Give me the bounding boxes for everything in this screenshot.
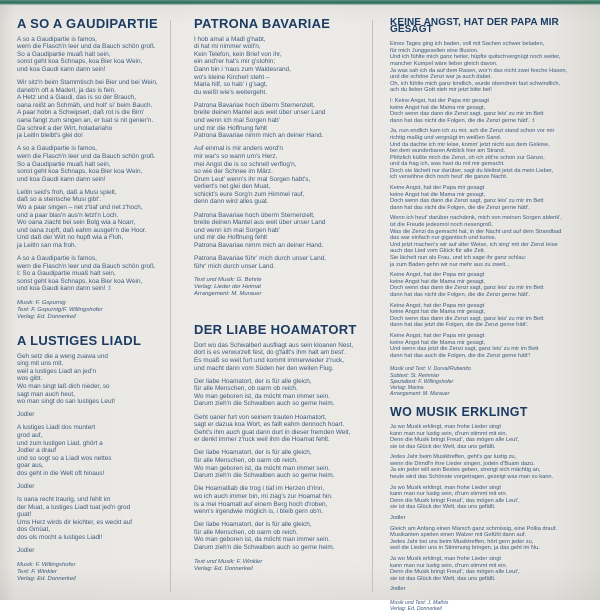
song-title: DER LIABE HOAMATORT (194, 322, 357, 338)
lyric-line: Geh setz die a weng zuawa und (17, 352, 108, 360)
lyric-line: sie ist das Glück der Welt, das uns gefällt. (390, 504, 496, 511)
lyric-line: und macht dann vom Süden her den weiten Flug. (194, 364, 334, 372)
lyric-line: I: So a Gaudipartie muaß halt sein, (17, 270, 116, 278)
lyric-line: Auf einmal is mir anders word'n (194, 145, 283, 153)
lyric-line: Wo oana ziacht bei sein Bolg wia a Noarr, (17, 219, 136, 227)
lyric-line: breite deinen Mantel aus weit über unser Land (194, 109, 326, 117)
lyric-line: Wo man geboren ist, da möcht man immer sein. (194, 464, 330, 472)
lyric-line: dos Gmüat, (17, 526, 51, 534)
lyric-line: du weißt wie's weitergeht. (194, 88, 267, 96)
lyric-line: Maria hilf, so hab' i g'sagt, (194, 81, 268, 89)
lyric-line: Darum zieh'n die Schwalben auch so gerne heim. (194, 400, 335, 408)
lyric-line: keine Angst hat die Mama mir gesagt, (390, 278, 486, 285)
lyric-line: dos ols mocht a lustiges Liadl! (17, 534, 103, 542)
lyric-line: Ja wo Musik erklingt, man frohe Lieder singt (390, 556, 501, 563)
lyric-line: ja zum Baden gehn wir nur mehr aus zu zweit... (390, 261, 510, 268)
lyric-line: Da schreit a der Wirt, holadariaho (17, 124, 113, 132)
lyric-line: mei Angst die is so schnell verflog'n, (194, 160, 297, 168)
stanza (17, 483, 169, 491)
credit-line: Arrangement: M. Murauer (390, 391, 450, 398)
lyric-line: sonst geht koa Schnaps, koa Bier koa Wein, (17, 277, 143, 285)
stanza (194, 255, 370, 270)
lyric-line: keine Angst hat die Mama mir gesagt, (390, 309, 486, 316)
lyric-line: Keine Angst, hat der Papa mir gesagt (390, 272, 485, 279)
lyric-line: kann man nur lustig sein, d'rum stimmt mit ein. (390, 491, 508, 498)
lyric-line: und koa Gaudi kann dann sein! (17, 65, 106, 73)
stanza (390, 333, 594, 359)
lyric-line: wern die Flasch'n leer und da Bauch schön groß. (17, 152, 156, 160)
credit-line: Verlag: Lieder der Heimat (194, 284, 261, 291)
stanza (390, 185, 594, 211)
lyric-line: und mir die Hoffnung fehlt (194, 124, 268, 132)
stanza (17, 145, 169, 183)
lyric-line: Gleich am Anfang einen Marsch ganz schmissig, eine Polka drauf. (390, 525, 557, 532)
credit-line: Musik und Text: V. Durval/Rubenito (390, 366, 471, 373)
credit-line: Verlag: Ed. Donnerkeil (17, 314, 76, 320)
stanza (17, 547, 169, 555)
stanza (390, 41, 594, 94)
lyric-line: Jedes Jahr beim Musiktreffen, geht's gar lustig zu, (390, 454, 517, 461)
lyric-line: Geht oaner furt von seinem trauten Hoamatort, (194, 413, 327, 421)
stanza (194, 521, 370, 551)
lyric-line: für alle Menschen, ob oarm ob reich. (194, 457, 298, 465)
stanza (17, 496, 169, 542)
credit-line: Verlag: Ed. Donnerkeil (194, 565, 253, 572)
lyric-line: goar aus, (17, 462, 44, 470)
lyric-line: Denn die Musik bringt Freud', das mögen alle Leut', (390, 497, 520, 504)
lyric-line: Der liabe Hoamatort, der is für alle gleich, (194, 521, 312, 529)
lyric-line: Dort wo das Schwalberl ausfliagt aus sein kloanen Nest, (194, 341, 354, 349)
lyric-line: A lustiges Liadl dos muntert (17, 424, 96, 432)
lyric-line: und mir die Hoffnung fehlt (194, 234, 268, 242)
song-lyrics (17, 353, 169, 555)
lyric-line: Wo a paar singen – net z'tiaf und net z'hoch, (17, 203, 143, 211)
lyric-line: breite deinen Mantel aus weit über unser Land (194, 219, 326, 227)
lyric-line: wern die Flasch'n leer und da Bauch schön groß. (17, 262, 156, 270)
stanza (194, 145, 370, 206)
song-title: WO MUSIK ERKLINGT (390, 405, 528, 420)
lyric-line: und die schöne Zenzi war ja auch dabei. (390, 74, 492, 81)
stanza (390, 272, 594, 298)
lyric-line: bei dem wunderbaren Anblick hier am Strand. (390, 148, 506, 155)
cover-top-edge (0, 0, 600, 5)
lyric-line: und zum lustigen Liad, ghört a (17, 439, 103, 447)
lyric-line: Dann bin i 'naus zum Waldesrand, (194, 65, 291, 73)
lyric-line: der Muat, a lustiges Liadl tuat jed'n grod (17, 503, 131, 511)
lyric-line: Die Hoamatliab die trog i tiaf im Herzen d'rinn, (194, 485, 325, 493)
lyric-line: schickt's eure Sorg'n zum Himmel rauf, (194, 190, 305, 198)
lyric-line: So a Gaudipartie muaß halt sein, (17, 160, 111, 168)
lyric-line: A Hetz und a Gaudi, das is so der Brauch, (17, 94, 137, 102)
song-lyrics (194, 36, 370, 271)
stanza (194, 449, 370, 479)
lyric-line: Ja, nun endlich kam ich zu mir, ach die Zenzi stand schon vor mir (390, 128, 555, 135)
credit-line: Arrangement: M. Murauer (194, 291, 262, 298)
lyric-line: Jodler (17, 547, 35, 555)
stanza (194, 378, 370, 408)
song-credits (194, 559, 370, 573)
lyric-line: wern die Flasch'n leer und da Bauch schön groß. (17, 43, 156, 51)
lyric-line: keine Angst hat die Mama mir gesagt, (390, 104, 486, 111)
lyric-line: So a Gaudipartie muaß halt sein, (17, 50, 111, 58)
lyric-line: und wenn ich mal Sorgen hab' (194, 117, 280, 125)
lyric-line: keine Angst hat die Mama mir gesagt, (390, 191, 486, 198)
stanza (194, 342, 370, 372)
song-section-keine-angst (390, 17, 594, 398)
stanza (17, 79, 169, 140)
lyric-line: dos geht in die Welt oft hinaus! (17, 469, 105, 477)
lyric-line: sing mit uns mit, (17, 360, 64, 368)
stanza (390, 424, 594, 450)
lyric-line: Geht's ihm auch guat dann durt in dieser fremden Welt, (194, 428, 351, 436)
column-divider-right (372, 20, 373, 592)
lyric-line: ich verwöhne dich noch heut' die ganze Nacht. (390, 174, 508, 181)
stanza (194, 485, 370, 515)
stanza (390, 303, 594, 329)
stanza (194, 414, 370, 444)
lyric-line: dann hat das jetzt die Folgen, die die Zenzi gerne hätt'. (390, 322, 529, 329)
lyric-line: Patrona Bavariae hoch überm Sternenzelt, (194, 101, 315, 109)
lyric-line: Darum zieh'n die Schwalben auch so gerne heim. (194, 472, 335, 480)
lyric-line: keine Angst hat die Mama mir gesagt, (390, 339, 486, 346)
lyric-line: Is oana recht traurig, und fehlt im (17, 496, 111, 504)
lyric-line: Leitln seid's froh, daß a Musi spielt, (17, 188, 117, 196)
lyric-line: Doch sie lächelt nur darüber, sagt du bleibst jetzt da mein Lieber, (390, 167, 554, 174)
lyric-line: sonst geht koa Schnaps, koa Bier koa Wein, (17, 168, 143, 176)
lyric-line: Patrona Bavariae nimm mich an deiner Hand. (194, 241, 324, 249)
song-lyrics (390, 424, 594, 593)
song-title: KEINE ANGST, HAT DER PAPA MIR GESAGT (390, 17, 559, 35)
lyric-line: und da frag ich, was hast du mit mir gemacht. (390, 161, 505, 168)
lyric-line: Wo man geboren ist, da möcht man immer sein. (194, 392, 330, 400)
stanza (390, 526, 594, 552)
lyric-line: Patrona Bavariae nimm mich an deiner Hand. (194, 132, 324, 140)
stanza (390, 586, 594, 593)
lyric-line: er denkt immer z'ruck weil ihm die Hoamat fehlt. (194, 436, 330, 444)
lyric-line: Wo man singt laß dich nieder, so (17, 382, 110, 390)
lyric-line: ein and'rer hat's mir g'stohln; (194, 58, 276, 66)
lyric-line: Was die Zenzi da gemacht hat, in der Nacht und auf dem Strandbad (390, 228, 562, 235)
stanza (390, 454, 594, 480)
lyric-line: für alle Menschen, ob oarm ob reich. (194, 528, 298, 536)
stanza (390, 128, 594, 181)
lyric-line: für alle Menschen, ob oarm ob reich. (194, 385, 298, 393)
column-divider-left (170, 20, 171, 592)
lyric-line: mir war's so warm um's Herz, (194, 152, 278, 160)
lyric-line: Doch wenn das dann die Zenzi sagt, ganz leis' zu mir im Bett (390, 111, 544, 118)
lyric-line: dann hat das nicht die Folgen, die die Zenzi gerne hätt'. (390, 291, 530, 298)
lyric-line: Jodler (17, 411, 35, 419)
song-title: PATRONA BAVARIAE (194, 16, 331, 31)
lyric-line: Wo man geboren ist, da möcht man immer sein. (194, 536, 330, 544)
lyric-line: und wenn ich mal Sorgen hab' (194, 226, 280, 234)
song-credits (194, 277, 370, 298)
lyric-line: wo's kleine Kircherl steht – (194, 73, 270, 81)
lyric-line: sie ist das Glück der Welt, das uns gefällt. (390, 443, 496, 450)
lyric-line: dann hat das nicht die Folgen, die die Zenzi gerne hätt'. (390, 204, 530, 211)
lyric-line: Sie lächelt nun als Frau, und ich sage ihr ganz schlau: (390, 255, 527, 261)
song-section-patrona-bavariae (194, 16, 370, 298)
lyric-line: Drum Leut' wenn's ihr mal Sorgen habt's, (194, 175, 311, 183)
lyric-line: weil a lustiges Liadl an jed'n (17, 367, 97, 375)
lyrics-column-left (17, 16, 169, 583)
lyric-line: und koa Gaudi kann dann sein! :I (17, 285, 111, 293)
stanza (390, 98, 594, 124)
lyric-line: Doch wenn das dann die Zenzi sagt, ganz leis' zu mir im Bett (390, 285, 544, 292)
lyric-line: ja Leitln san ma froh. (17, 241, 77, 249)
lyric-line: A so a Gaudipartie is famos, (17, 35, 97, 43)
lyric-line: Ja was sah ich da auf dem Rasen, wor'n das nicht zwei fesche Hasen, (390, 67, 568, 74)
lyric-line: sie ist das Glück der Welt, das uns gefällt. (390, 575, 496, 582)
song-section-wo-musik-erklingt (390, 405, 594, 612)
song-lyrics (194, 342, 370, 552)
lyric-line: grod auf, (17, 431, 43, 439)
lyric-line: Jodler (390, 515, 406, 522)
lyric-line: Ja wo Musik erklingt, man frohe Lieder singt (390, 484, 501, 491)
lyric-line: und so sogt so a Liadl wos nettes (17, 454, 112, 462)
lyric-line: sagt man auch heut, (17, 390, 75, 398)
stanza (17, 424, 169, 477)
lyric-line: Der liabe Hoamatort, der is für alle gleich, (194, 449, 312, 457)
lyric-line: und oana zupft, daß eahm ausgeh'n die Hoor. (17, 226, 147, 234)
lyric-line: Jodler a drauf (17, 447, 57, 455)
lyric-line: und a paar blas'n aus'n letzt'n Loch. (17, 211, 119, 219)
lyric-line: Wir sitz'n beim Stammtisch bei Bier und bei Wein, (17, 79, 158, 87)
song-title: A SO A GAUDIPARTIE (17, 16, 158, 31)
lyric-line: di hat mi nimmer woll'n, (194, 43, 261, 51)
lyric-line: sonst geht koa Schnaps, koa Bier koa Wein, (17, 58, 143, 66)
lyric-line: I: Keine Angst, hat der Papa mir gesagt (390, 97, 489, 104)
lyric-line: Und ich fühlte mich ganz heiter, hüpfte quitschvergnügt noch weiter, (390, 54, 561, 61)
lyric-line: mancher Kumpel wäre lieber gleich davon. (390, 60, 498, 67)
lyric-line: kann man nur lustig sein, d'rum stimmt mit ein. (390, 430, 508, 437)
lyric-line: Und jetzt machen's wir auf alter Weise, ich sing' mit der Zenzi leise (390, 241, 558, 248)
lyric-line: für mich Junggesellen eine Illusion. (390, 47, 479, 54)
lyric-line: Ums Herz wirds dir leichter, es weckt auf (17, 518, 133, 526)
lyric-line: guat! (17, 511, 32, 519)
lyric-line: und koa Gaudi kann dann sein! (17, 175, 106, 183)
lyric-line: wos gibt. (17, 375, 43, 383)
stanza (17, 36, 169, 74)
lyric-line: Kein Telefon, kein Brief von ihr, (194, 50, 282, 58)
lyric-line: richtig maßig und vergnügt im weißen Sand. (390, 134, 502, 141)
lyric-line: dann hat das nicht die Folgen, die die Zenzi gerne hätt'. :I (390, 117, 535, 124)
lyric-line: ja Leitln bleibt's glei do! (17, 132, 83, 140)
lyric-line: A paar hobn a Schwipserl, daß rot is die Birn' (17, 109, 145, 117)
lyric-line: wo man singt do san lustiges Leut! (17, 398, 116, 406)
credit-line: Subtext: St. Remmiar (390, 372, 440, 379)
lyric-line: Musikanten spielen einen Walzer mit Gefühl dann auf. (390, 532, 527, 539)
lyric-line: Doch wenn das dann die Zenzi sagt, ganz leis' zu mir im Bett (390, 198, 544, 205)
credit-line: Verlag: Marina (390, 384, 424, 391)
stanza (17, 353, 169, 406)
lyric-line: Patrona Bavariae hoch überm Sternenzelt, (194, 211, 315, 219)
stanza (390, 485, 594, 511)
credit-line: Musik: F. Willingshofer (17, 561, 76, 568)
credit-line: Spezialtext: F. Willingshofer (390, 378, 454, 385)
lyric-line: Jodler (390, 586, 406, 593)
lyric-line: daneb'n oft a Maderl, ja das is fein. (17, 86, 116, 94)
credit-line: Musik: F. Gspurnig (17, 300, 66, 306)
lyric-line: A so a Gaudipartie is famos, (17, 255, 97, 263)
stanza (17, 189, 169, 250)
lyric-line: Der liabe Hoamatort, der is für alle gleich, (194, 377, 312, 385)
lyric-line: daß so a steirische Musi gibt'. (17, 196, 101, 204)
lyric-line: Es muaß so weit furt und kommt immerwieder z'ruck, (194, 357, 345, 364)
lyric-line: ach du lieber Gott steh mir jetzt bitte bei! (390, 87, 492, 94)
lyric-line: Eines Tages ging ich baden, voll mit Sachen schwer beladen, (390, 41, 545, 48)
stanza (194, 36, 370, 97)
stanza (390, 515, 594, 522)
credit-line: Verlag: Ed. Donnerkeil (17, 575, 76, 582)
song-lyrics (390, 41, 594, 359)
credit-line: Text und Musik: F. Winkler (194, 558, 263, 565)
lyric-line: sagt er dazua koa Wort, es fallt eahm dennoch hoart. (194, 421, 345, 429)
lyric-line: auch das Lied vom Glück für alle Zeit. (390, 248, 486, 255)
song-section-der-liabe-hoamatort (194, 322, 370, 572)
lyric-line: Ja ein jeder will sein Bestes geben, strengt sich mächtig an, (390, 467, 541, 474)
song-credits (390, 600, 594, 612)
lyric-line: Darum zieh'n die Schwalben auch so gerne heim. (194, 543, 335, 551)
lyric-line: Keine Angst, hat der Papa mir gesagt (390, 332, 485, 339)
lyric-line: Oh, ich fühlte mich ganz kindlich, wurde obendrein fast schwindlich, (390, 80, 561, 87)
song-title: A LUSTIGES LIADL (17, 333, 142, 348)
lyric-line: dort is es verwurzelt fest, do g'fallt's ihm halt am best'. (194, 349, 347, 357)
lyric-line: A so a Gaudipartie is famos, (17, 145, 97, 153)
lyrics-column-middle (194, 16, 370, 573)
lyric-line: dann hat das auch die Folgen, die die Zenzi gerne hätt'! (390, 352, 531, 359)
lyric-line: heute wird das Schönste vorgetragen, gezeigt was man so kann. (390, 474, 554, 481)
lyric-line: wenn die Dirndl'n ihre Lieder singen, jodeln d'Buam dazu. (390, 460, 535, 467)
lyric-line: ist die Freude jedesmol noch riesengroß. (390, 222, 494, 229)
lyric-line: Ja wo Musik erklingt, man frohe Lieder singt (390, 423, 501, 430)
lyric-line: oana fangt zum singen an, er tuat si nit genier'n. (17, 117, 154, 125)
lyrics-column-right (390, 17, 594, 612)
lyric-line: Doch wenn das dann die Zenzi sagt, ganz leis' zu mir im Bett (390, 315, 544, 322)
lyric-line: führ' mich durch unser Land. (194, 262, 275, 270)
credit-line: Musik und Text: J. Mathis (390, 599, 449, 606)
lyric-line: denn dann wird alles guat. (194, 198, 269, 206)
lyric-line: I hob amal a Madl g'habt, (194, 35, 266, 43)
song-credits (17, 562, 169, 583)
lyric-line: Und daß der Wirt no hupft wia a Floh, (17, 234, 124, 242)
lyric-line: oana reißt an Schmäh, und holt' si' beim Bauch. (17, 101, 153, 109)
lyric-line: so wie der Schnee im März. (194, 168, 273, 176)
song-lyrics (17, 36, 169, 293)
lyric-line: Denn die Musik bringt Freud', das mögen alle Leut', (390, 569, 520, 576)
lyric-line: Und da dachte ich mir leise, komm' jetzt nicht aus dem Geleise, (390, 141, 550, 148)
lyric-line: wo ich auch immer bin, mi ziag's zur Hoamat hin. (194, 492, 333, 500)
stanza (17, 255, 169, 293)
stanza (194, 102, 370, 140)
song-section-a-so-a-gaudipartie (17, 16, 169, 321)
lyric-line: Patrona Bavariae führ' mich durch unser Land, (194, 255, 326, 263)
credit-line: Text: F. Gspurnig/F. Willingshofer (17, 307, 103, 313)
lyric-line: Wenn ich heut' darüber nachdenk, mich von meinen Sorgen ablenk', (390, 215, 562, 222)
lyric-line: kann man nur lustig sein, d'rum stimmt mit ein. (390, 562, 508, 569)
stanza (390, 215, 594, 268)
stanza (390, 556, 594, 582)
stanza (194, 212, 370, 250)
credit-line: Text und Musik: G. Behrle (194, 277, 262, 284)
lyric-line: Is a mei Hoamatl auf einem Berg hoch d'roben, (194, 500, 328, 508)
lyric-line: das war einfach nur gigantisch und kurios. (390, 235, 497, 242)
lyric-line: Denn die Musik bringt Freud', das mögen alle Leut', (390, 437, 520, 444)
lyric-line: Und wenn das jetzt die Zenzi sagt, ganz leis' zu mir im Bett (390, 346, 539, 353)
lyric-line: verliert's net glei den Muat, (194, 183, 271, 191)
credit-line: Text: F. Winkler (17, 568, 57, 575)
lyric-line: Keine Angst, hat der Papa mir gesagt (390, 185, 485, 192)
lyric-line: wenn's irgendwie möglich is, i bleib gern ob'n. (194, 508, 324, 516)
song-credits (390, 366, 594, 397)
lyric-line: Keine Angst, hat der Papa mir gesagt (390, 302, 485, 309)
lyric-line: weil die Lieder uns in Stimmung bringen, ja das geht im Nu. (390, 545, 540, 552)
lyric-line: Jodler (17, 483, 35, 490)
lyric-line: Jedes Jahr bei uns beim Musiktreffen, hört gern jeder zu, (390, 538, 534, 545)
song-section-a-lustiges-liadl (17, 333, 169, 583)
lyric-line: Plötzlich küßte mich die Zenzi, oh ich zitt're schon zur Gänze, (390, 154, 545, 161)
stanza (17, 411, 169, 419)
credit-line: Verlag: Ed. Donnerkeil (390, 606, 442, 612)
song-credits (17, 300, 169, 321)
